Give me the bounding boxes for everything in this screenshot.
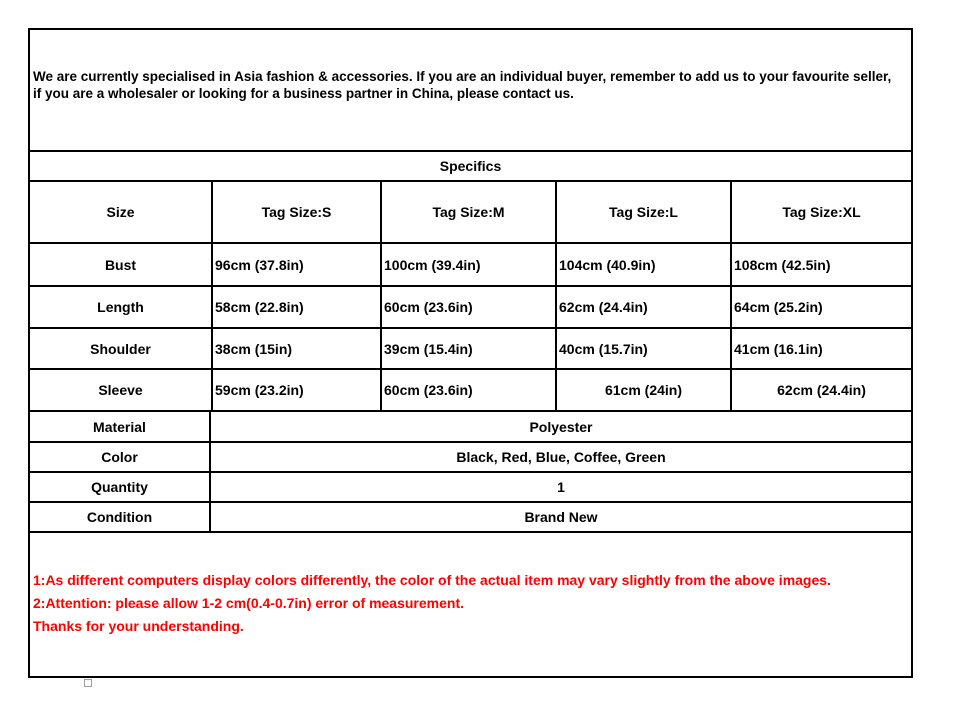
size-table-header-m: Tag Size:M (380, 180, 555, 242)
size-value-cell: 62cm (24.4in) (730, 368, 911, 410)
detail-label: Quantity (30, 473, 211, 501)
detail-value: Brand New (524, 509, 598, 525)
size-value-cell: 59cm (23.2in) (211, 368, 380, 410)
size-value-cell: 104cm (40.9in) (555, 242, 730, 285)
size-table-header-s: Tag Size:S (211, 180, 380, 242)
detail-row-material (30, 410, 911, 441)
note-line: 1:As different computers display colors differently, the color of the actual item may vary slightly from the above images. (33, 572, 831, 588)
size-row-label: Length (30, 285, 211, 327)
size-table-header-xl: Tag Size:XL (730, 180, 911, 242)
size-value-cell: 58cm (22.8in) (211, 285, 380, 327)
detail-row-condition (30, 501, 911, 531)
note-line: 2:Attention: please allow 1-2 cm(0.4-0.7in) error of measurement. (33, 595, 465, 611)
detail-label: Material (30, 412, 211, 441)
seller-notes (30, 531, 911, 676)
size-value-cell: 108cm (42.5in) (730, 242, 911, 285)
detail-row-color (30, 441, 911, 471)
size-value-cell: 41cm (16.1in) (730, 327, 911, 368)
size-table (30, 180, 911, 410)
size-value-cell: 39cm (15.4in) (380, 327, 555, 368)
specifics-title: Specifics (30, 150, 911, 180)
size-value-cell: 62cm (24.4in) (555, 285, 730, 327)
detail-label: Condition (30, 503, 211, 531)
size-value-cell: 64cm (25.2in) (730, 285, 911, 327)
detail-label: Color (30, 443, 211, 471)
size-value-cell: 60cm (23.6in) (380, 285, 555, 327)
detail-value: Polyester (529, 418, 593, 435)
artifact-square (84, 679, 92, 687)
detail-row-quantity (30, 471, 911, 501)
size-value-cell: 38cm (15in) (211, 327, 380, 368)
detail-value: Black, Red, Blue, Coffee, Green (456, 449, 666, 465)
size-value-cell: 61cm (24in) (555, 368, 730, 410)
size-table-header-size: Size (30, 180, 211, 242)
size-table-header-l: Tag Size:L (555, 180, 730, 242)
product-specifics-sheet (28, 28, 913, 678)
size-value-cell: 40cm (15.7in) (555, 327, 730, 368)
size-value-cell: 100cm (39.4in) (380, 242, 555, 285)
intro-text: We are currently specialised in Asia fashion & accessories. If you are an individual buyer, remember to add us to your favourite seller, if you are a wholesaler or looking for a business partner in China, please contact us. (33, 69, 892, 101)
size-value-cell: 60cm (23.6in) (380, 368, 555, 410)
size-row-label: Bust (30, 242, 211, 285)
size-row-label: Shoulder (30, 327, 211, 368)
note-line: Thanks for your understanding. (33, 618, 244, 634)
size-row-label: Sleeve (30, 368, 211, 410)
detail-value: 1 (557, 479, 565, 495)
size-value-cell: 96cm (37.8in) (211, 242, 380, 285)
